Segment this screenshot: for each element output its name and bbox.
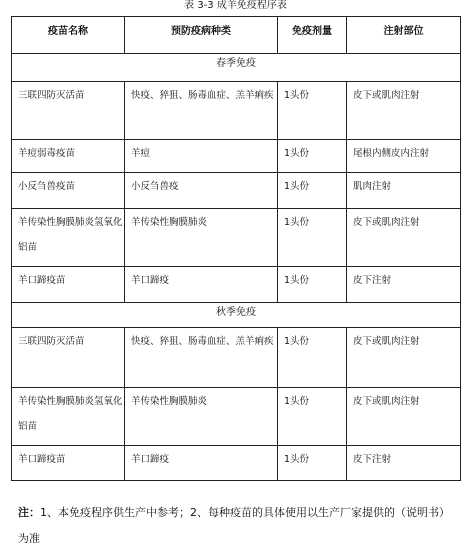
dose-cell: 1头份 — [278, 140, 347, 173]
site-cell: 皮下注射 — [347, 267, 461, 303]
dose-cell: 1头份 — [278, 388, 347, 446]
table-row — [12, 328, 461, 388]
disease-cell: 羊传染性胸膜肺炎 — [125, 209, 278, 267]
table-row — [12, 267, 461, 303]
immunization-schedule-table — [11, 16, 461, 481]
table-header-row — [12, 17, 461, 54]
header-vaccine-name: 疫苗名称 — [12, 17, 125, 54]
disease-cell: 羊口蹄疫 — [125, 446, 278, 481]
footnote — [18, 500, 458, 552]
vaccine-name-cell: 三联四防灭活苗 — [12, 328, 125, 388]
site-cell: 尾根内侧皮内注射 — [347, 140, 461, 173]
vaccine-name-cell: 小反刍兽疫苗 — [12, 173, 125, 209]
table-row — [12, 173, 461, 209]
disease-cell: 快疫、猝狙、肠毒血症、羔羊痢疾 — [125, 328, 278, 388]
site-cell: 皮下或肌肉注射 — [347, 82, 461, 140]
vaccine-name-cell: 羊痘弱毒疫苗 — [12, 140, 125, 173]
site-cell: 皮下注射 — [347, 446, 461, 481]
disease-cell: 小反刍兽疫 — [125, 173, 278, 209]
dose-cell: 1头份 — [278, 209, 347, 267]
table-row — [12, 388, 461, 446]
dose-cell: 1头份 — [278, 267, 347, 303]
vaccine-name-cell: 羊传染性胸膜肺炎氢氧化铝苗 — [12, 209, 125, 267]
site-cell: 皮下或肌肉注射 — [347, 209, 461, 267]
table-row — [12, 140, 461, 173]
footnote-text: 1、本免疫程序供生产中参考；2、每种疫苗的具体使用以生产厂家提供的（说明书）为准 — [18, 506, 450, 545]
section-title: 秋季免疫 — [12, 303, 461, 328]
footnote-label: 注： — [18, 506, 40, 519]
header-disease-type: 预防疫病种类 — [125, 17, 278, 54]
table-row — [12, 209, 461, 267]
vaccine-name-cell: 羊传染性胸膜肺炎氢氧化铝苗 — [12, 388, 125, 446]
header-injection-site: 注射部位 — [347, 17, 461, 54]
disease-cell: 羊痘 — [125, 140, 278, 173]
section-title: 春季免疫 — [12, 54, 461, 82]
dose-cell: 1头份 — [278, 173, 347, 209]
disease-cell: 快疫、猝狙、肠毒血症、羔羊痢疾 — [125, 82, 278, 140]
site-cell: 皮下或肌肉注射 — [347, 328, 461, 388]
disease-cell: 羊传染性胸膜肺炎 — [125, 388, 278, 446]
table-row — [12, 82, 461, 140]
site-cell: 肌肉注射 — [347, 173, 461, 209]
site-cell: 皮下或肌肉注射 — [347, 388, 461, 446]
header-dose: 免疫剂量 — [278, 17, 347, 54]
vaccine-name-cell: 羊口蹄疫苗 — [12, 446, 125, 481]
dose-cell: 1头份 — [278, 328, 347, 388]
vaccine-name-cell: 三联四防灭活苗 — [12, 82, 125, 140]
dose-cell: 1头份 — [278, 446, 347, 481]
disease-cell: 羊口蹄疫 — [125, 267, 278, 303]
table-caption: 表 3-3 成羊免疫程序表 — [184, 0, 287, 11]
vaccine-name-cell: 羊口蹄疫苗 — [12, 267, 125, 303]
dose-cell: 1头份 — [278, 82, 347, 140]
table-row — [12, 446, 461, 481]
